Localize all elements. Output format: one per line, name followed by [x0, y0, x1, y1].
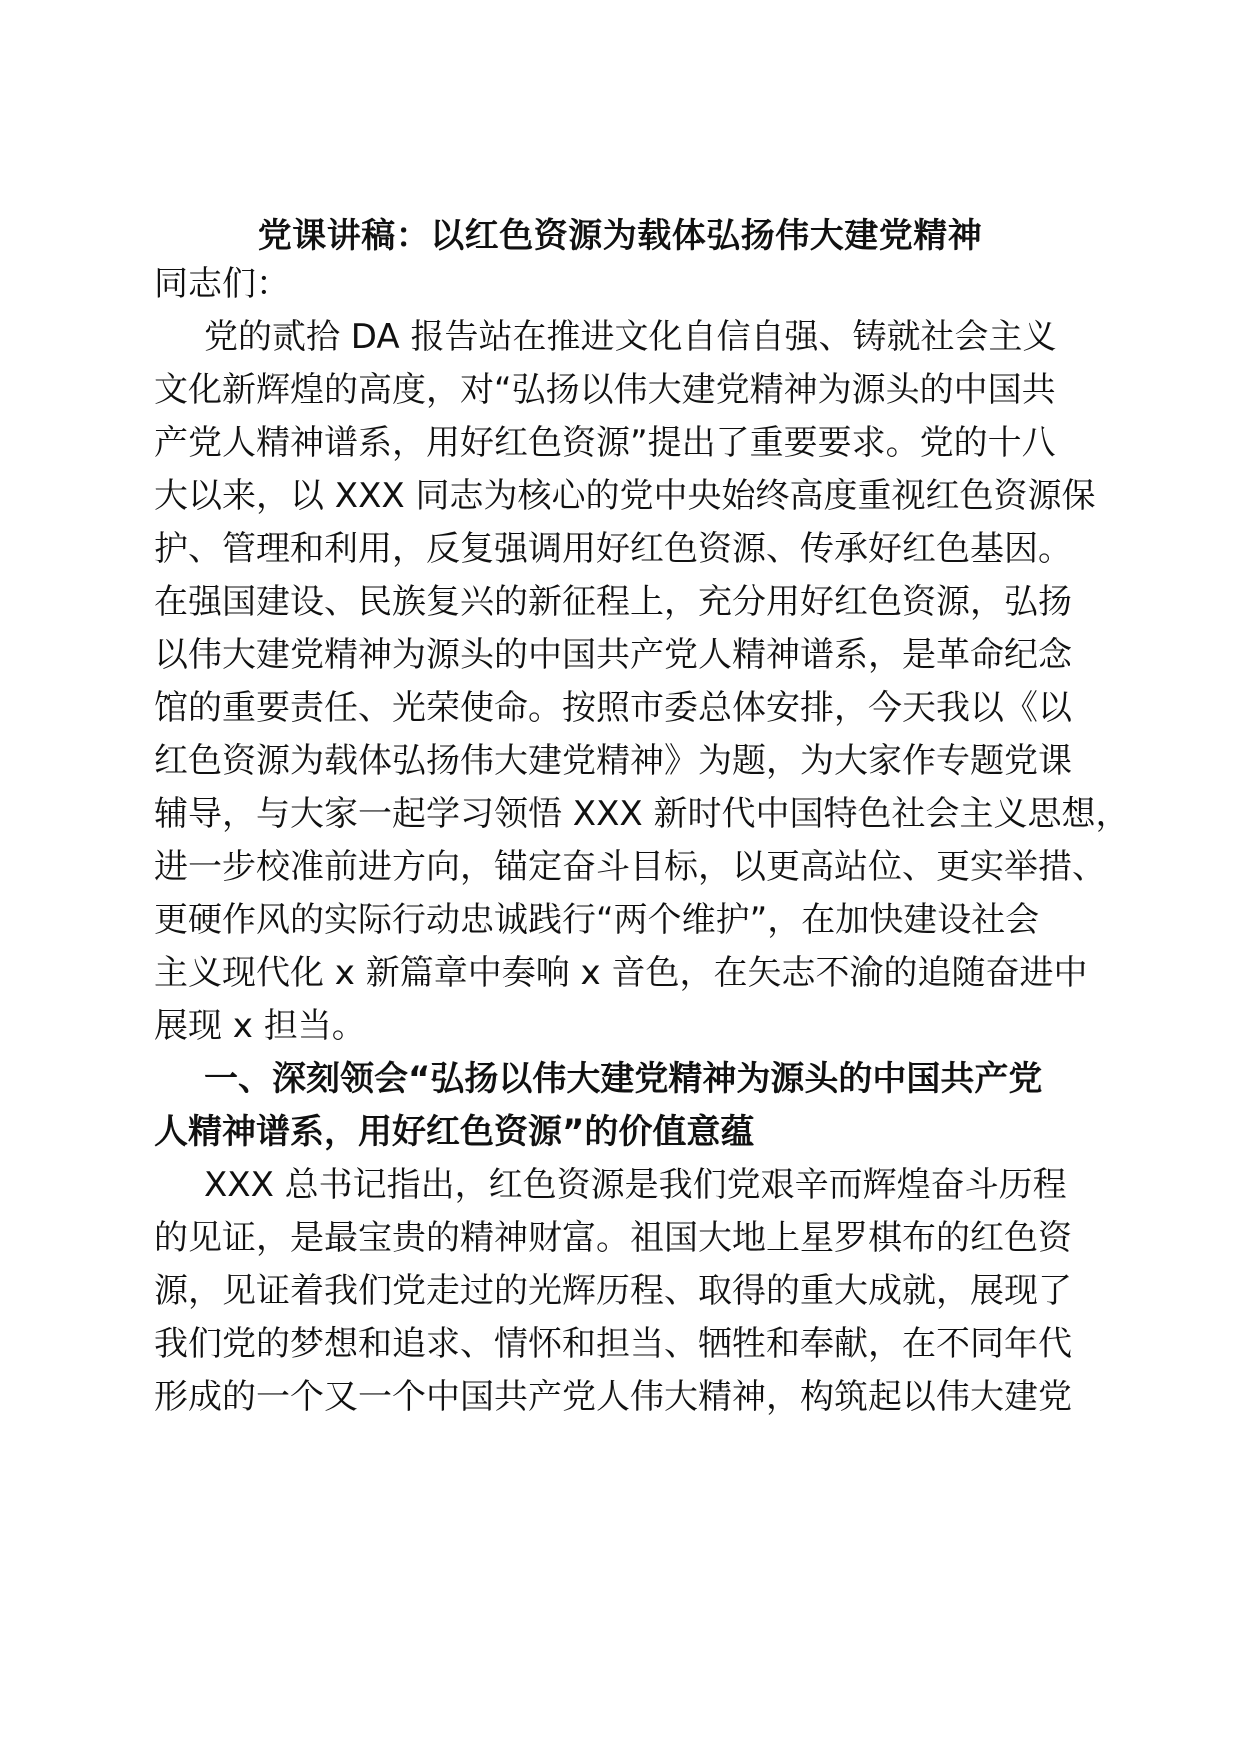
section1-heading-line-1: 一、深刻领会“弘扬以伟大建党精神为源头的中国共产党 — [204, 1059, 1043, 1099]
intro-line-8: 馆的重要责任、光荣使命。按照市委总体安排，今天我以《以 — [154, 688, 1072, 728]
section1-line-1: XXX 总书记指出，红色资源是我们党艰辛而辉煌奋斗历程 — [204, 1165, 1067, 1205]
intro-line-12: 更硬作风的实际行动忠诚践行“两个维护”，在加快建设社会 — [154, 900, 1040, 940]
section1-line-5: 形成的一个又一个中国共产党人伟大精神，构筑起以伟大建党 — [154, 1377, 1072, 1417]
salutation: 同志们： — [154, 264, 290, 304]
intro-line-2: 文化新辉煌的高度，对“弘扬以伟大建党精神为源头的中国共 — [154, 370, 1056, 410]
intro-line-13: 主义现代化 x 新篇章中奏响 x 音色，在矢志不渝的追随奋进中 — [154, 953, 1088, 993]
section1-line-2: 的见证，是最宝贵的精神财富。祖国大地上星罗棋布的红色资 — [154, 1218, 1072, 1258]
section1-heading-line-2: 人精神谱系，用好红色资源”的价值意蕴 — [154, 1112, 755, 1152]
intro-line-1: 党的贰拾 DA 报告站在推进文化自信自强、铸就社会主义 — [204, 317, 1057, 357]
intro-line-14: 展现 x 担当。 — [154, 1006, 366, 1046]
intro-line-3: 产党人精神谱系，用好红色资源”提出了重要要求。党的十八 — [154, 423, 1056, 463]
intro-line-4: 大以来，以 XXX 同志为核心的党中央始终高度重视红色资源保 — [154, 476, 1096, 516]
intro-line-11: 进一步校准前进方向，锚定奋斗目标，以更高站位、更实举措、 — [154, 847, 1106, 887]
intro-line-5: 护、管理和利用，反复强调用好红色资源、传承好红色基因。 — [154, 529, 1072, 569]
intro-line-6: 在强国建设、民族复兴的新征程上，充分用好红色资源，弘扬 — [154, 582, 1072, 622]
section1-line-4: 我们党的梦想和追求、情怀和担当、牺牲和奉献，在不同年代 — [154, 1324, 1072, 1364]
section1-line-3: 源，见证着我们党走过的光辉历程、取得的重大成就，展现了 — [154, 1271, 1072, 1311]
intro-line-7: 以伟大建党精神为源头的中国共产党人精神谱系，是革命纪念 — [154, 635, 1072, 675]
document-title: 党课讲稿：以红色资源为载体弘扬伟大建党精神 — [257, 216, 983, 256]
intro-line-10: 辅导，与大家一起学习领悟 XXX 新时代中国特色社会主义思想， — [154, 794, 1130, 834]
intro-line-9: 红色资源为载体弘扬伟大建党精神》为题，为大家作专题党课 — [154, 741, 1072, 781]
